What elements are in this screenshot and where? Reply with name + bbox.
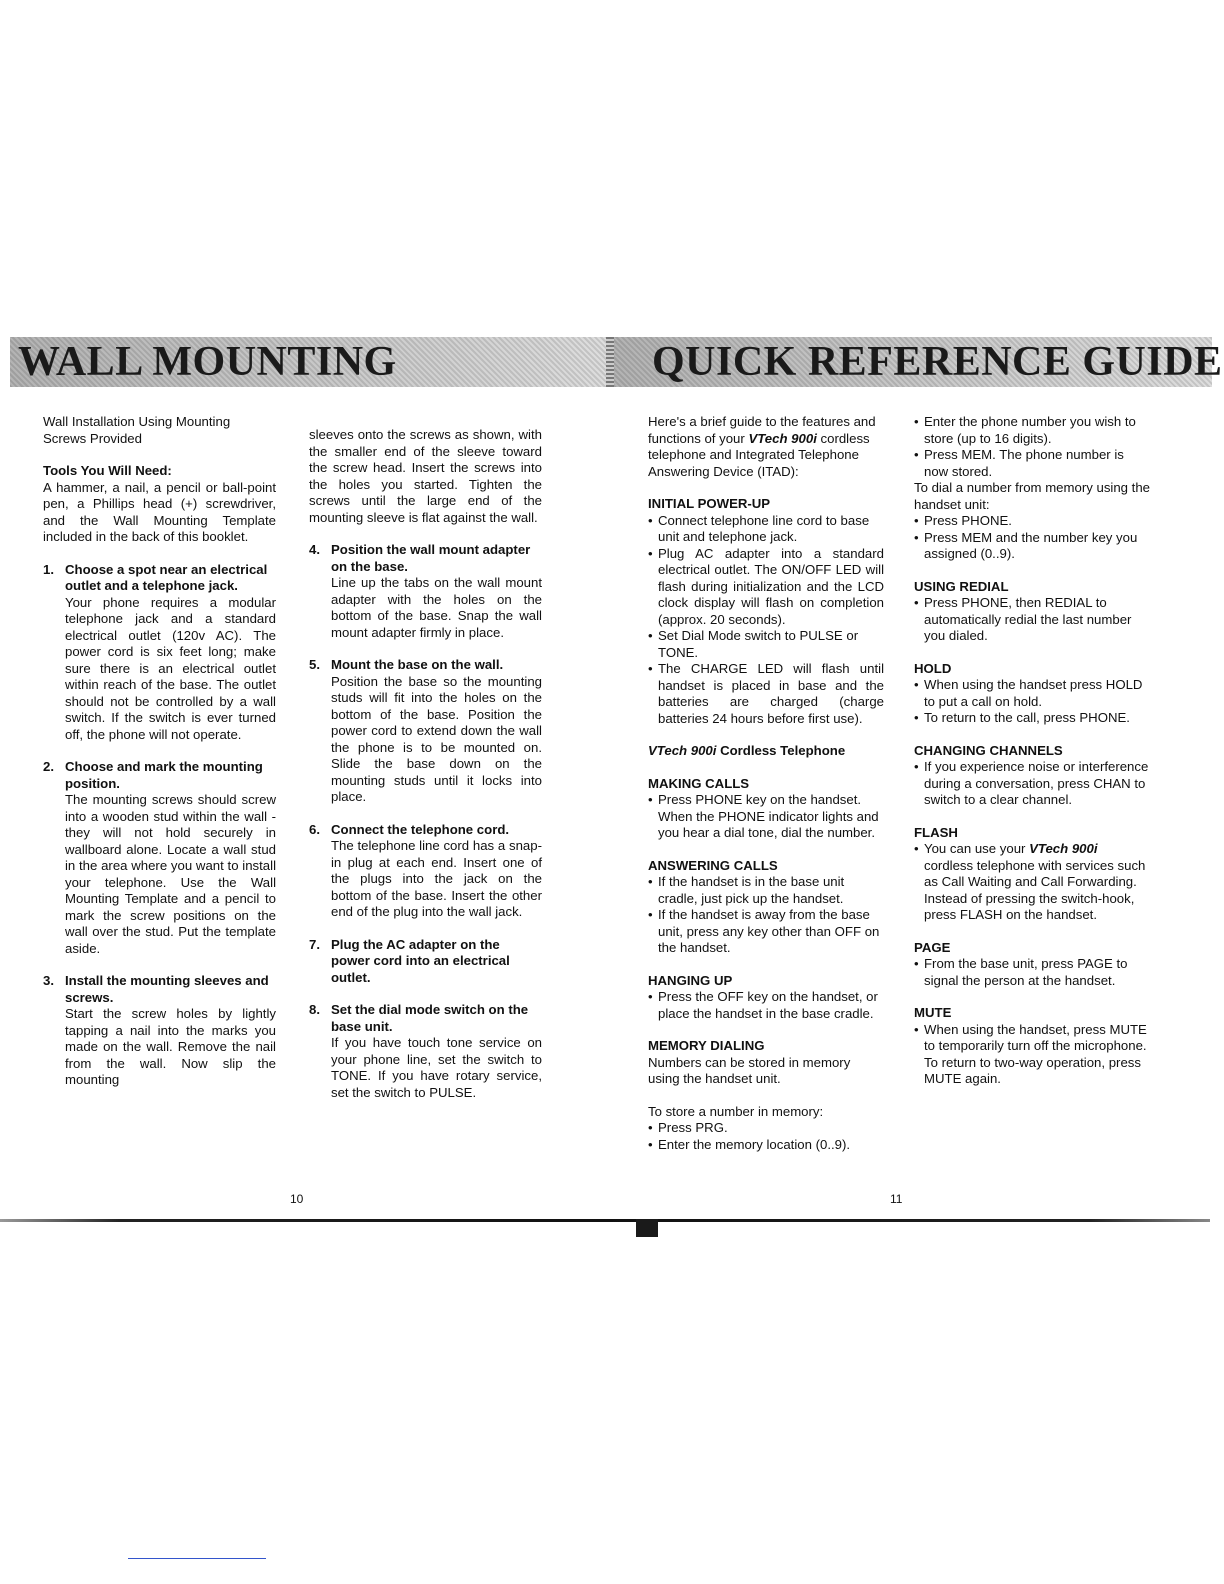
step-text: Position the base so the mounting studs will fit into the holes on the bottom of the base. Position the power cord to extend down the wall the phone is to be mounted on. Slide the base down on the mounting studs until it locks into place. [331, 673, 542, 805]
flash-text-2: cordless telephone with services such as Call Waiting and Call Forwarding. Instead of pressing the switch-hook, press FLASH on the handset. [924, 857, 1146, 922]
banner-divider [606, 337, 614, 387]
list-item: • From the base unit, press PAGE to signal the person at the handset. [914, 956, 1150, 989]
memory-dialing-heading: MEMORY DIALING [648, 1038, 765, 1053]
step-6 [309, 822, 542, 921]
list-item: • Enter the phone number you wish to store (up to 16 digits). [914, 414, 1150, 447]
guide-column-2 [914, 414, 1150, 1104]
brand-name: VTech 900i [748, 430, 817, 446]
page-section [914, 940, 1150, 990]
step-title: Plug the AC adapter on the power cord into an electrical outlet. [331, 936, 510, 985]
steps-list-2 [309, 542, 542, 1101]
step-number: 3. [43, 973, 54, 988]
guide-intro-text-2: cordless telephone and Integrated Telephone Answering Device (ITAD): [648, 430, 870, 479]
list-item: • Set Dial Mode switch to PULSE or TONE. [648, 628, 884, 661]
guide-intro [648, 414, 884, 480]
tools-section [43, 463, 276, 546]
brand-name: VTech 900i [1029, 841, 1098, 856]
list-item: • If you experience noise or interference during a conversation, press CHAN to switch to a clear channel. [914, 759, 1150, 809]
step-text: Start the screw holes by lightly tapping a nail into the marks you made on the wall. Remove the nail from the wall. Now slip the mounting [65, 1006, 276, 1087]
page-number-right: 11 [890, 1192, 903, 1206]
hold-heading: HOLD [914, 660, 952, 676]
step-text: The telephone line cord has a snap-in plug at each end. Insert one of the plugs into the jack on the bottom of the base. Insert the other end of the plug into the wall jack. [331, 838, 542, 920]
tools-heading: Tools You Will Need: [43, 463, 172, 478]
initial-power-up-section [648, 496, 884, 727]
wall-mounting-banner [10, 337, 606, 387]
page-heading: PAGE [914, 939, 951, 955]
step-8 [309, 1002, 542, 1101]
changing-channels-section [914, 743, 1150, 809]
handset-heading [648, 743, 884, 760]
list-item: • If the handset is away from the base unit, press any key other than OFF on the handset. [648, 907, 884, 957]
mute-section [914, 1005, 1150, 1088]
step-number: 1. [43, 561, 54, 577]
wall-column-2 [309, 414, 542, 1117]
mute-heading: MUTE [914, 1005, 952, 1020]
memory-dialing-text: Numbers can be stored in memory using the handset unit. [648, 1054, 851, 1086]
answering-calls-section [648, 858, 884, 957]
flash-heading: FLASH [914, 824, 958, 840]
store-number-continued [914, 414, 1150, 563]
step-3-continued: sleeves onto the screws as shown, with the smaller end of the sleeve toward the screw head. Insert the screws into the holes you started. Tighten the screws until the large end of the mounting sleeve is flat against the wall. [309, 427, 542, 525]
step-3 [43, 973, 276, 1089]
step-2 [43, 759, 276, 957]
hanging-up-heading: HANGING UP [648, 972, 733, 988]
guide-intro-text: Here's a brief guide to the features and functions of your [648, 414, 876, 446]
step-title: Choose and mark the mounting position. [65, 759, 263, 791]
list-item: • Press MEM. The phone number is now stored. [914, 447, 1150, 480]
step-title: Install the mounting sleeves and screws. [65, 973, 269, 1005]
step-title: Choose a spot near an electrical outlet and a telephone jack. [65, 561, 268, 593]
dial-from-memory-heading: To dial a number from memory using the handset unit: [914, 480, 1151, 512]
answering-calls-heading: ANSWERING CALLS [648, 857, 778, 873]
step-title: Mount the base on the wall. [331, 657, 504, 673]
page-number-left: 10 [290, 1192, 304, 1206]
wall-column-1 [43, 414, 276, 1105]
using-redial-heading: USING REDIAL [914, 578, 1009, 594]
step-number: 6. [309, 821, 320, 837]
step-text: Line up the tabs on the wall mount adapter with the holes on the bottom of the base. Snap the wall mount adapter firmly in place. [331, 575, 542, 640]
step-title: Position the wall mount adapter on the base. [331, 542, 531, 574]
making-calls-section [648, 776, 884, 842]
memory-dialing-section [648, 1038, 884, 1088]
flash-text: You can use your [924, 841, 1030, 856]
step-text: The mounting screws should screw into a wooden stud within the wall - they will not hold securely in wallboard alone. Locate a wall stud in the area where you want to install your telephone. Use the Wall Mounting Template and a pencil to mark the screw positions on the wall over the stud. Put the template aside. [65, 792, 276, 956]
hanging-up-section [648, 973, 884, 1023]
list-item: • If the handset is in the base unit cradle, just pick up the handset. [648, 874, 884, 907]
list-item: • Press PHONE. [914, 513, 1150, 530]
list-item: • When using the handset, press MUTE to temporarily turn off the microphone. To return to two-way operation, press MUTE again. [914, 1022, 1150, 1088]
list-item: • Press PRG. [648, 1120, 884, 1137]
step-4 [309, 542, 542, 641]
using-redial-section [914, 579, 1150, 645]
step-number: 4. [309, 542, 320, 558]
making-calls-heading: MAKING CALLS [648, 775, 750, 791]
list-item: • Press PHONE, then REDIAL to automatically redial the last number you dialed. [914, 595, 1150, 645]
steps-list-1 [43, 562, 276, 1089]
brand-name: VTech 900i [648, 743, 717, 758]
wall-intro: Wall Installation Using Mounting Screws Provided [43, 414, 231, 446]
step-number: 8. [309, 1002, 320, 1018]
changing-channels-heading: CHANGING CHANNELS [914, 742, 1063, 758]
step-text: If you have touch tone service on your phone line, set the switch to TONE. If you have rotary service, set the switch to PULSE. [331, 1035, 542, 1100]
handset-heading-text: Cordless Telephone [716, 743, 846, 758]
step-1 [43, 562, 276, 744]
quick-reference-title: QUICK REFERENCE GUIDE [652, 339, 1223, 385]
step-text: Your phone requires a modular telephone jack and a standard electrical outlet (120v AC). The power cord is six feet long; make sure there is an electrical outlet within reach of the base. The outlet should not be controlled by a wall switch. If the switch is ever turned off, the phone will not operate. [65, 594, 276, 742]
list-item: • Press the OFF key on the handset, or place the handset in the base cradle. [648, 989, 884, 1022]
step-title: Set the dial mode switch on the base unit. [331, 1002, 529, 1034]
list-item: • Connect telephone line cord to base unit and telephone jack. [648, 513, 884, 546]
step-number: 5. [309, 657, 320, 673]
list-item: • Press MEM and the number key you assigned (0..9). [914, 530, 1150, 563]
hold-section [914, 661, 1150, 727]
footer-rule-mark [636, 1219, 658, 1237]
store-number-heading: To store a number in memory: [648, 1103, 824, 1119]
list-item [914, 841, 1150, 924]
step-number: 2. [43, 759, 54, 774]
list-item: • Plug AC adapter into a standard electrical outlet. The ON/OFF LED will flash during initialization and the LCD clock display will flash on completion (approx. 20 seconds). [648, 546, 884, 629]
list-item: • When using the handset press HOLD to put a call on hold. [914, 677, 1150, 710]
step-5 [309, 657, 542, 806]
wall-mounting-title: WALL MOUNTING [18, 339, 397, 385]
guide-column-1 [648, 414, 884, 1153]
list-item: • To return to the call, press PHONE. [914, 710, 1150, 727]
initial-power-up-heading: INITIAL POWER-UP [648, 496, 771, 511]
flash-section [914, 825, 1150, 924]
footer-rule [0, 1219, 1210, 1222]
list-item: • Enter the memory location (0..9). [648, 1137, 884, 1154]
step-title: Connect the telephone cord. [331, 821, 510, 837]
quick-reference-banner [614, 337, 1223, 387]
store-number-section [648, 1104, 884, 1154]
footer-underline [128, 1558, 266, 1559]
step-number: 7. [309, 936, 320, 952]
tools-text: A hammer, a nail, a pencil or ball-point pen, a Phillips head (+) screwdriver, and the Wall Mounting Template included in the back of this booklet. [43, 479, 276, 544]
step-7 [309, 937, 542, 987]
list-item: • Press PHONE key on the handset. When the PHONE indicator lights and you hear a dial tone, dial the number. [648, 792, 884, 842]
list-item: • The CHARGE LED will flash until handset is placed in base and the batteries are charged (charge batteries 24 hours before first use). [648, 661, 884, 727]
